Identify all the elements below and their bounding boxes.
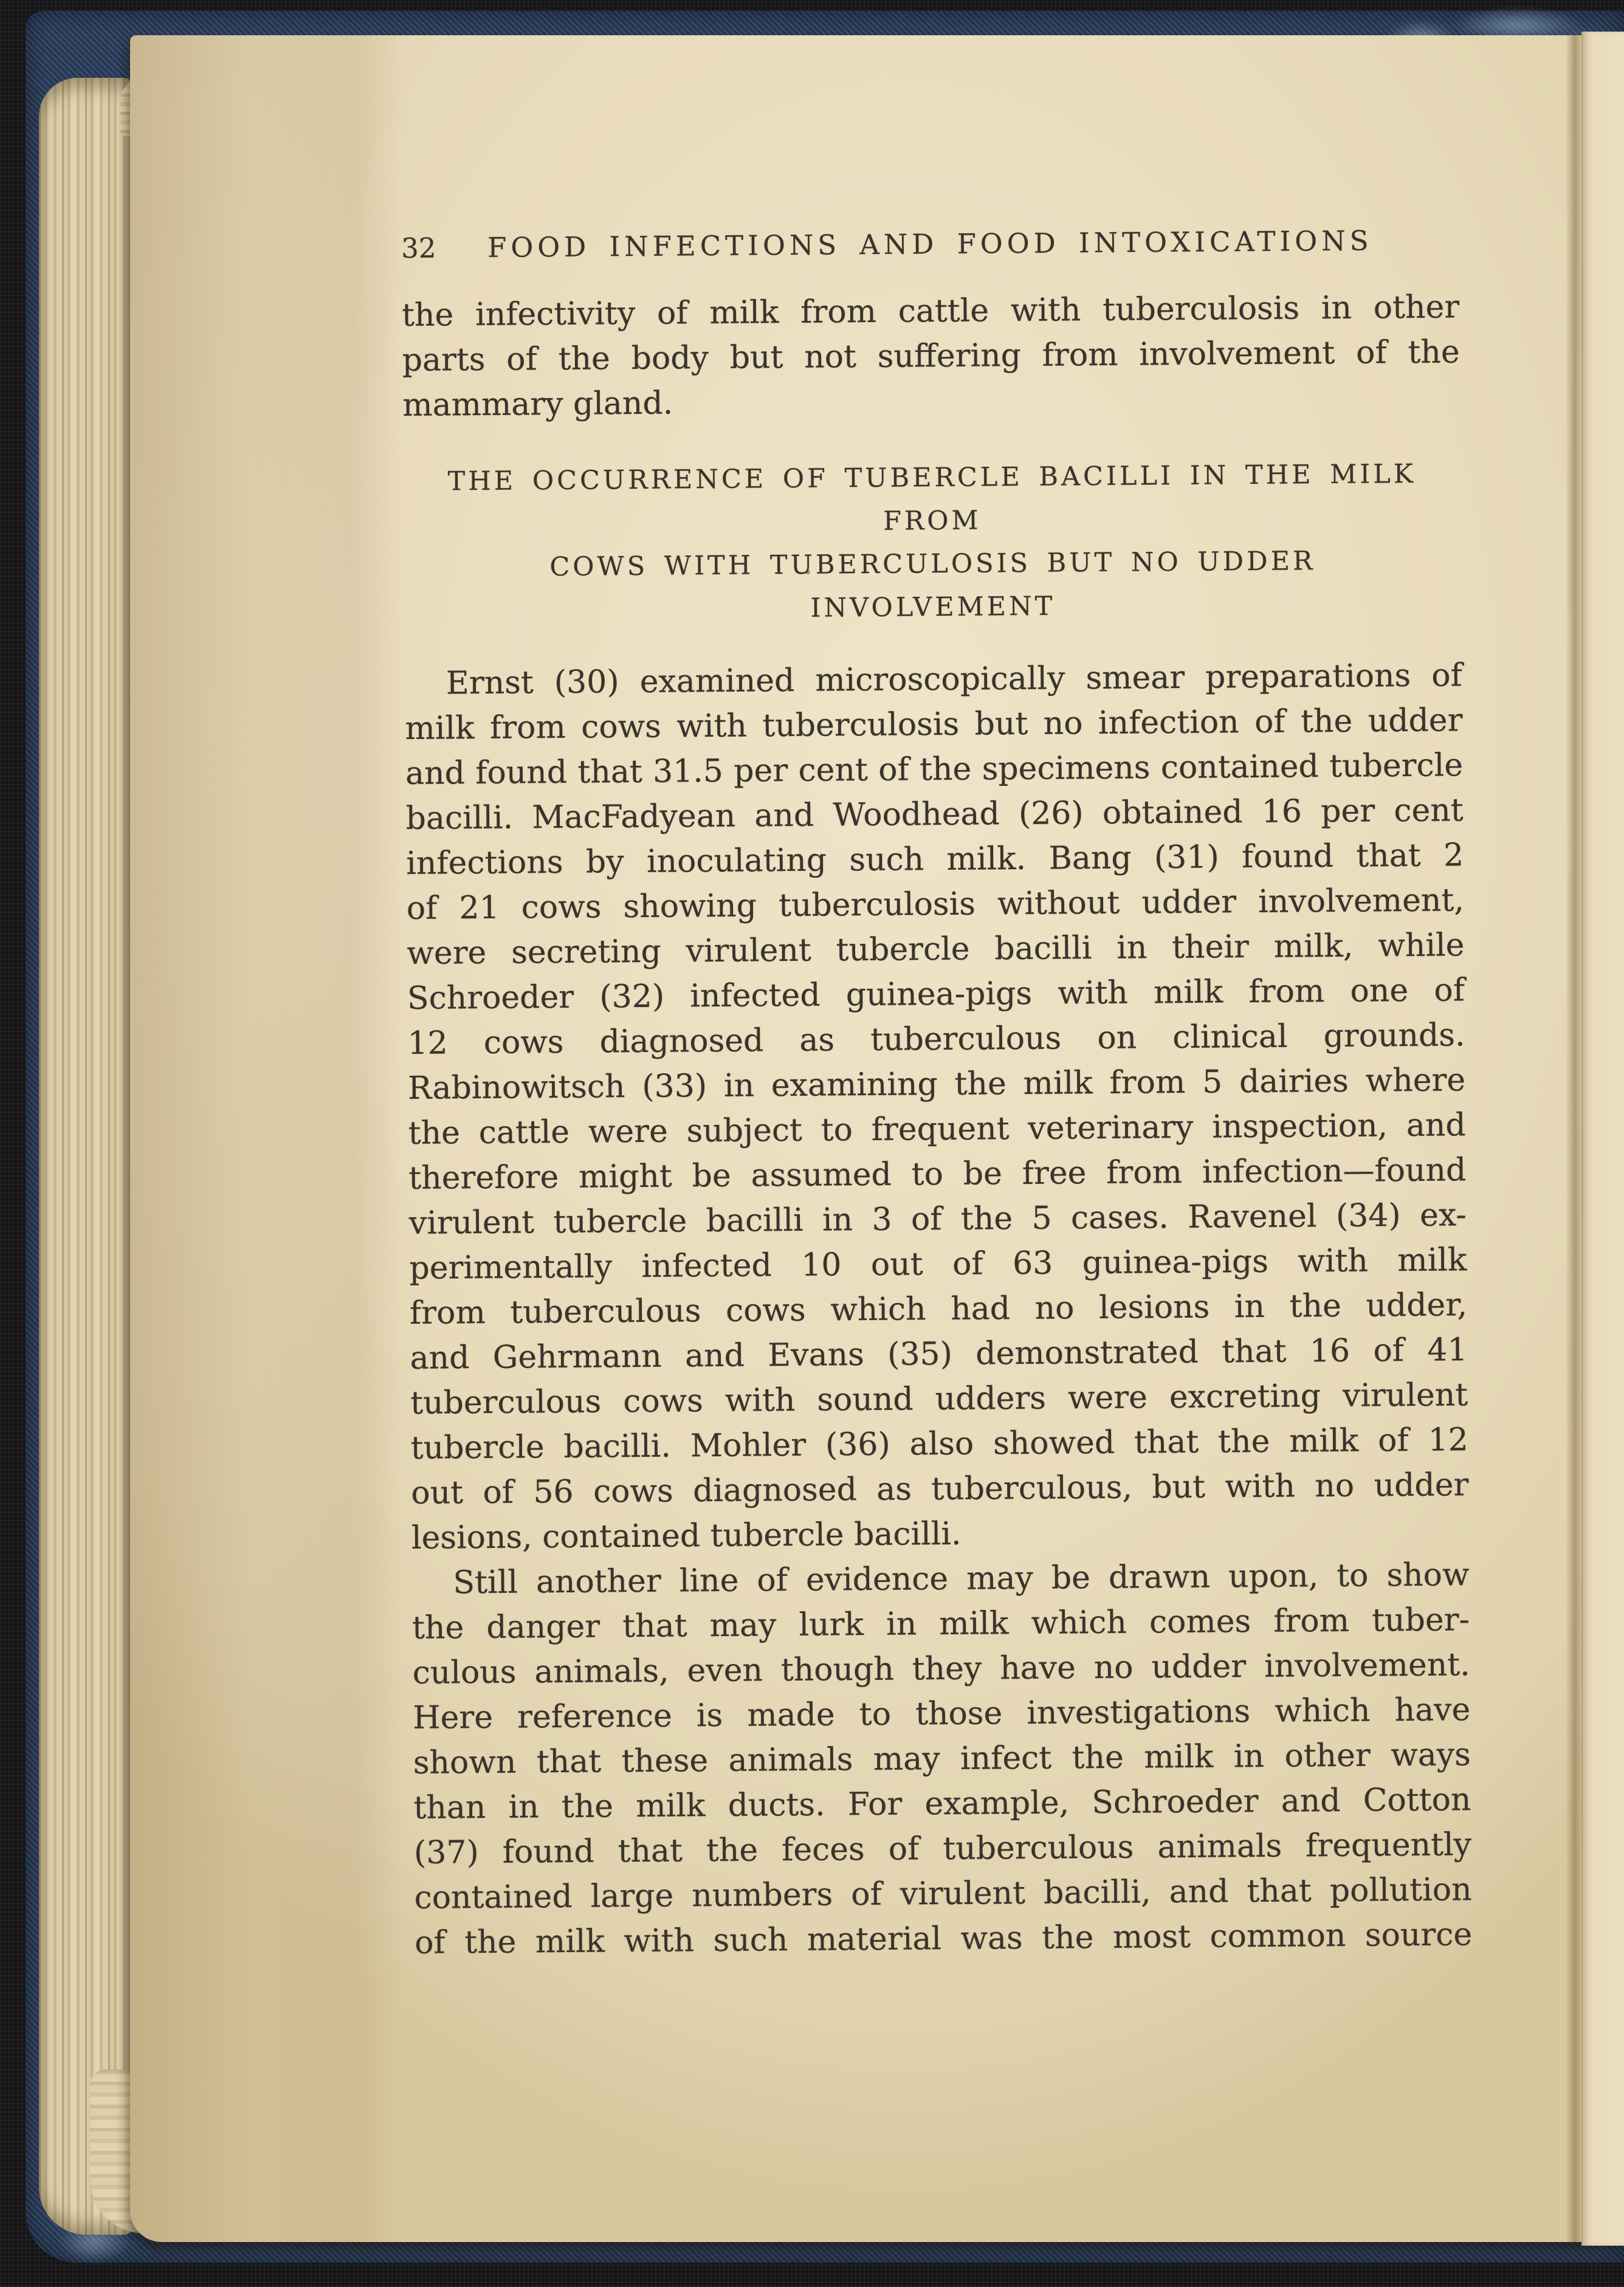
text-line: and Gehrmann and Evans (35) demonstrated that 16 of 41 xyxy=(410,1332,1468,1377)
text-line: therefore might be assumed to be free from infection—found xyxy=(408,1152,1467,1197)
text-line: the cattle were subject to frequent veterinary inspection, and xyxy=(408,1107,1466,1152)
text-line: bacilli. MacFadyean and Woodhead (26) obtained 16 per cent xyxy=(405,792,1464,837)
text-line: contained large numbers of virulent bacilli, and that pollution xyxy=(414,1871,1472,1916)
text-line: milk from cows with tuberculosis but no infection of the udder xyxy=(405,702,1463,747)
text-line: of the milk with such material was the most common source xyxy=(414,1916,1473,1961)
text-line: Schroeder (32) infected guinea-pigs with milk from one of xyxy=(407,972,1465,1017)
text-line: (37) found that the feces of tuberculous animals frequently xyxy=(413,1826,1472,1871)
text-line: than in the milk ducts. For example, Schroeder and Cotton xyxy=(413,1781,1471,1826)
text-line: Rabinowitsch (33) in examining the milk from 5 dairies where xyxy=(407,1062,1466,1107)
text-line: were secreting virulent tubercle bacilli in their milk, while xyxy=(407,927,1465,972)
text-line: COWS WITH TUBERCULOSIS BUT NO UDDER xyxy=(549,546,1316,583)
section-heading xyxy=(403,452,1462,633)
paragraph-continuation xyxy=(402,284,1461,428)
text-line: tuberculous cows with sound udders were excreting virulent xyxy=(410,1377,1468,1422)
paragraph-body xyxy=(405,653,1470,1561)
text-line: mammary gland. xyxy=(402,385,673,424)
paragraph-closing xyxy=(411,1552,1472,1965)
text-line: virulent tubercle bacilli in 3 of the 5 cases. Ravenel (34) ex- xyxy=(408,1197,1467,1242)
text-line: from tuberculous cows which had no lesions in the udder, xyxy=(409,1287,1468,1332)
text-line: INVOLVEMENT xyxy=(810,591,1056,624)
text-line: and found that 31.5 per cent of the specimens contained tubercle xyxy=(405,747,1464,792)
text-line: the infectivity of milk from cattle with tuberculosis in other xyxy=(401,289,1460,334)
text-line: tubercle bacilli. Mohler (36) also showed that the milk of 12 xyxy=(410,1422,1468,1467)
text-line: THE OCCURRENCE OF TUBERCLE BACILLI IN THE MILK FROM xyxy=(447,458,1417,537)
page-number: 32 xyxy=(401,232,436,264)
text-line: infections by inoculating such milk. Bang (31) found that 2 xyxy=(406,837,1464,882)
text-line: perimentally infected 10 out of 63 guinea-pigs with milk xyxy=(409,1242,1467,1287)
printed-text-block xyxy=(401,218,1472,1965)
text-line: parts of the body but not suffering from involvement of the xyxy=(402,334,1460,379)
running-title: FOOD INFECTIONS AND FOOD INTOXICATIONS xyxy=(487,224,1373,264)
next-page-edge xyxy=(1581,32,1624,2246)
text-line: 12 cows diagnosed as tuberculous on clinical grounds. xyxy=(407,1017,1465,1062)
text-line: out of 56 cows diagnosed as tuberculous, but with no udder xyxy=(411,1467,1469,1511)
gutter-fold-crease xyxy=(1566,35,1583,2242)
text-line: the danger that may lurk in milk which comes from tuber- xyxy=(411,1601,1470,1646)
text-line: of 21 cows showing tuberculosis without udder involvement, xyxy=(406,882,1465,927)
text-line: shown that these animals may infect the milk in other ways xyxy=(413,1736,1471,1781)
text-line: Here reference is made to those investigations which have xyxy=(413,1691,1471,1736)
text-line: culous animals, even though they have no udder involvement. xyxy=(412,1646,1470,1691)
text-line: Ernst (30) examined microscopically smear preparations of xyxy=(446,657,1463,702)
text-line: lesions, contained tubercle bacilli. xyxy=(411,1515,962,1556)
page-stack-fore-edges xyxy=(39,78,132,2235)
text-line: Still another line of evidence may be drawn upon, to show xyxy=(453,1556,1470,1601)
